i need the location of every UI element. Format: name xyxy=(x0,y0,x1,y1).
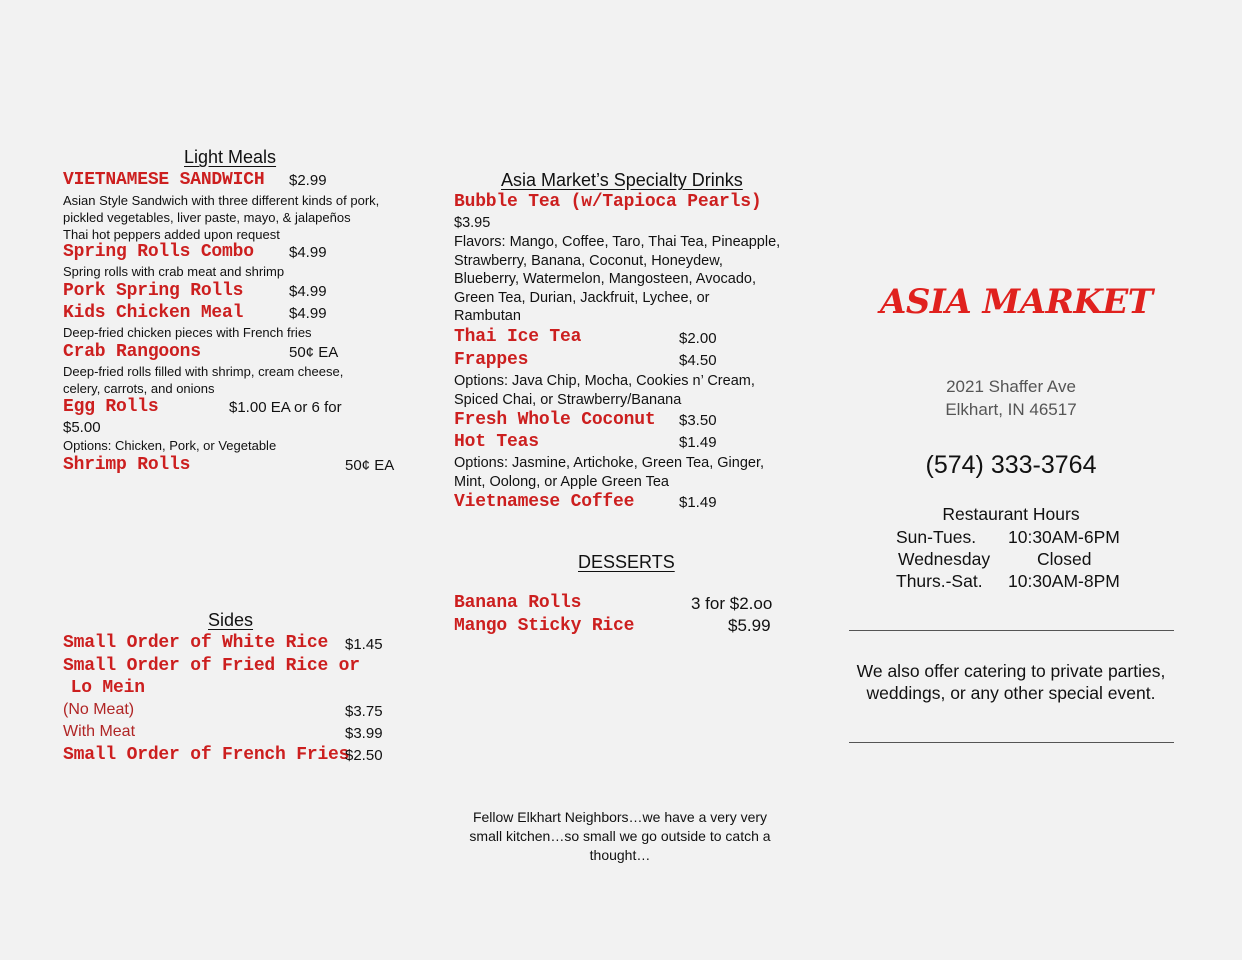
egg-rolls-price-cont: $5.00 xyxy=(63,419,101,436)
hot-teas-name: Hot Teas xyxy=(454,432,539,452)
thai-ice-tea-name: Thai Ice Tea xyxy=(454,327,582,347)
banana-rolls-name: Banana Rolls xyxy=(454,593,582,613)
desserts-heading: DESSERTS xyxy=(578,552,675,572)
spring-rolls-combo-price: $4.99 xyxy=(289,244,327,261)
sides-heading: Sides xyxy=(208,610,254,630)
pork-spring-rolls-name: Pork Spring Rolls xyxy=(63,281,244,301)
phone-number: (574) 333-3764 xyxy=(925,451,1097,479)
crab-rangoons-price: 50¢ EA xyxy=(289,344,339,361)
catering-note: We also offer catering to private parties, weddings, or any other special event. xyxy=(856,661,1166,703)
fresh-coconut-name: Fresh Whole Coconut xyxy=(454,410,656,430)
kids-chicken-meal-price: $4.99 xyxy=(289,305,327,322)
fried-rice-name: Small Order of Fried Rice or xyxy=(63,656,360,676)
vietnamese-sandwich-desc: Asian Style Sandwich with three different kinds of pork, pickled vegetables, liver paste, mayo, & jalapeños Thai hot peppers added upon request xyxy=(63,193,380,242)
divider-top xyxy=(849,630,1174,631)
mango-sticky-rice-price: $5.99 xyxy=(728,616,771,635)
no-meat-label: (No Meat) xyxy=(63,701,135,718)
white-rice-price: $1.45 xyxy=(345,636,383,653)
egg-rolls-price: $1.00 EA or 6 for xyxy=(229,399,342,416)
hours-time-1: 10:30AM-6PM xyxy=(1008,527,1120,547)
egg-rolls-name: Egg Rolls xyxy=(63,397,159,417)
pork-spring-rolls-price: $4.99 xyxy=(289,283,327,300)
kids-chicken-meal-desc: Deep-fried chicken pieces with French fries xyxy=(63,325,312,340)
bubble-tea-name: Bubble Tea (w/Tapioca Pearls) xyxy=(454,192,762,212)
no-meat-price: $3.75 xyxy=(345,703,383,720)
vietnamese-sandwich-name: VIETNAMESE SANDWICH xyxy=(63,170,265,190)
drinks-heading: Asia Market’s Specialty Drinks xyxy=(501,170,743,190)
hours-time-2: Closed xyxy=(1037,549,1092,569)
crab-rangoons-name: Crab Rangoons xyxy=(63,342,201,362)
light-meals-heading: Light Meals xyxy=(184,147,277,167)
hours-day-2: Wednesday xyxy=(898,549,991,569)
mango-sticky-rice-name: Mango Sticky Rice xyxy=(454,616,635,636)
french-fries-name: Small Order of French Fries xyxy=(63,745,350,765)
french-fries-price: $2.50 xyxy=(345,747,383,764)
fresh-coconut-price: $3.50 xyxy=(679,412,717,429)
hours-time-3: 10:30AM-8PM xyxy=(1008,571,1120,591)
asia-market-logo: ASIA MARKET xyxy=(880,282,1153,322)
fried-rice-name-cont: Lo Mein xyxy=(60,678,145,698)
bubble-tea-price: $3.95 xyxy=(454,215,491,231)
shrimp-rolls-price: 50¢ EA xyxy=(345,457,395,474)
divider-bottom xyxy=(849,742,1174,743)
hours-day-3: Thurs.-Sat. xyxy=(896,571,983,591)
shrimp-rolls-name: Shrimp Rolls xyxy=(63,455,191,475)
vietnamese-coffee-name: Vietnamese Coffee xyxy=(454,492,635,512)
egg-rolls-desc: Options: Chicken, Pork, or Vegetable xyxy=(63,438,277,453)
vietnamese-sandwich-price: $2.99 xyxy=(289,172,327,189)
frappes-options: Options: Java Chip, Mocha, Cookies n’ Cream, Spiced Chai, or Strawberry/Banana xyxy=(454,373,755,408)
hours-day-1: Sun-Tues. xyxy=(896,527,977,547)
with-meat-price: $3.99 xyxy=(345,725,383,742)
hours-title: Restaurant Hours xyxy=(942,504,1080,524)
spring-rolls-combo-name: Spring Rolls Combo xyxy=(63,242,254,262)
kids-chicken-meal-name: Kids Chicken Meal xyxy=(63,303,244,323)
crab-rangoons-desc: Deep-fried rolls filled with shrimp, cream cheese, celery, carrots, and onions xyxy=(63,364,344,396)
neighbors-note: Fellow Elkhart Neighbors…we have a very very small kitchen…so small we go outside to catch a thought… xyxy=(469,809,771,863)
hot-teas-options: Options: Jasmine, Artichoke, Green Tea, Ginger, Mint, Oolong, or Apple Green Tea xyxy=(454,455,765,490)
banana-rolls-price: 3 for $2.oo xyxy=(691,594,773,613)
frappes-price: $4.50 xyxy=(679,352,717,369)
white-rice-name: Small Order of White Rice xyxy=(63,633,329,653)
spring-rolls-combo-desc: Spring rolls with crab meat and shrimp xyxy=(63,264,285,279)
hot-teas-price: $1.49 xyxy=(679,434,717,451)
with-meat-label: With Meat xyxy=(63,723,136,740)
bubble-tea-flavors: Flavors: Mango, Coffee, Taro, Thai Tea, Pineapple, Strawberry, Banana, Coconut, Honeydew, Blueberry, Watermelon, Mangosteen, Avocado, Green Tea, Durian, Jackfruit, Lychee, or Rambutan xyxy=(454,234,781,325)
frappes-name: Frappes xyxy=(454,350,529,370)
address: 2021 Shaffer Ave Elkhart, IN 46517 xyxy=(945,377,1077,419)
vietnamese-coffee-price: $1.49 xyxy=(679,494,717,511)
thai-ice-tea-price: $2.00 xyxy=(679,330,717,347)
